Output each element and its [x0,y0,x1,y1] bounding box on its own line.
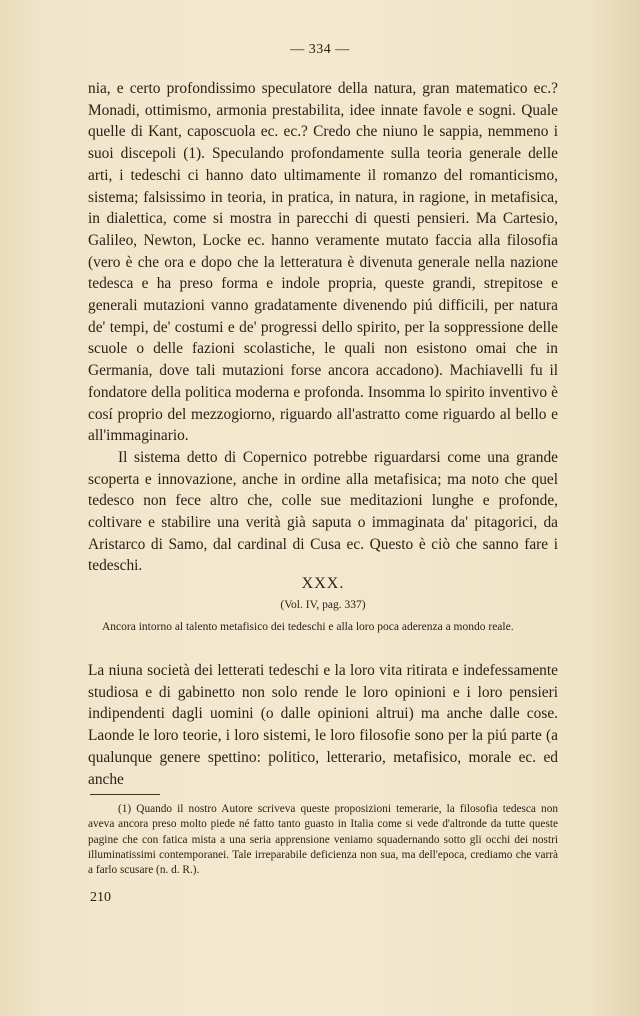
paragraph: La niuna società dei letterati tedeschi e la loro vita ritirata e indefessamente studiosa e di gabinetto non solo rende le loro opinioni e i loro pensieri indipendenti dagli uomini (o dalle opinioni altrui) ma anche dalle cose. Laonde le loro teorie, i loro sistemi, le loro filosofie sono per la piú parte (a qualunque genere spettino: politico, letterario, metafisico, morale ec. ed anche [88,662,558,788]
main-text [88,78,558,577]
section-text [88,660,558,790]
page-number: — 334 — [290,42,350,57]
footnote-text: (1) Quando il nostro Autore scriveva queste proposizioni temerarie, la filosofia tedesca non aveva ancora preso molto piede né fatto tanto guasto in Italia come si vede d'altronde da tutte queste pagine che con fatica mista a una seria apprensione veniamo squadernando sotto gli occhi dei nostri illuminatissimi contemporanei. Tale irreparabile deficienza non sua, ma dell'epoca, crediamo che varrà a farlo scusare (n. d. R.). [88,803,558,877]
paragraph: Il sistema detto di Copernico potrebbe riguardarsi come una grande scoperta e innovazione, anche in ordine alla metafisica; ma noto che quel tedesco non fece altro che, colle sue meditazioni lunghe e profonde, coltivare e stabilire una verità già saputa o immaginata da' pitagorici, da Aristarco di Samo, dal cardinal di Cusa ec. Questo è ciò che sanno fare i tedeschi. [88,448,558,575]
section-reference: (Vol. IV, pag. 337) [280,599,366,611]
footnote-divider [90,794,160,795]
paragraph: nia, e certo profondissimo speculatore della natura, gran matematico ec.? Monadi, ottimismo, armonia prestabilita, idee innate favole e sogni. Quale quelle di Kant, caposcuola ec. ec.? Credo che niuno le sappia, nemmeno i suoi discepoli (1). Speculando profondamente sulla teoria generale delle arti, i tedeschi ci hanno dato ultimamente il romanzo del romanticismo, sistema; falsissimo in teoria, in pratica, in natura, in ragione, in metafisica, in dialettica, come si mostra in parecchi di questi pensieri. Ma Cartesio, Galileo, Newton, Locke ec. hanno veramente mutato faccia alla filosofia (vero è che ora e dopo che la letteratura è divenuta generale nella nazione tedesca e ha preso forma e indole propria, queste grandi, strepitose e generali mutazioni vanno gradatamente divenendo piú difficili, per natura de' tempi, de' costumi e de' progressi dello spirito, per la soppressione delle scuole o delle fazioni scolastiche, le quali non esistono omai che in Germania, dove tali mutazioni forse ancora accadono). Machiavelli fu il fondatore della politica moderna e profonda. Insomma lo spirito inventivo è cosí proprio del mezzogiorno, riguardo all'astratto come riguardo al bello e all'immaginario. [88,80,558,445]
footnote [88,802,558,878]
section-heading: XXX. [301,575,345,592]
folio-number: 210 [90,890,111,905]
section-summary: Ancora intorno al talento metafisico dei tedeschi e alla loro poca aderenza a mondo reale. [102,621,514,633]
section-header [88,574,558,635]
